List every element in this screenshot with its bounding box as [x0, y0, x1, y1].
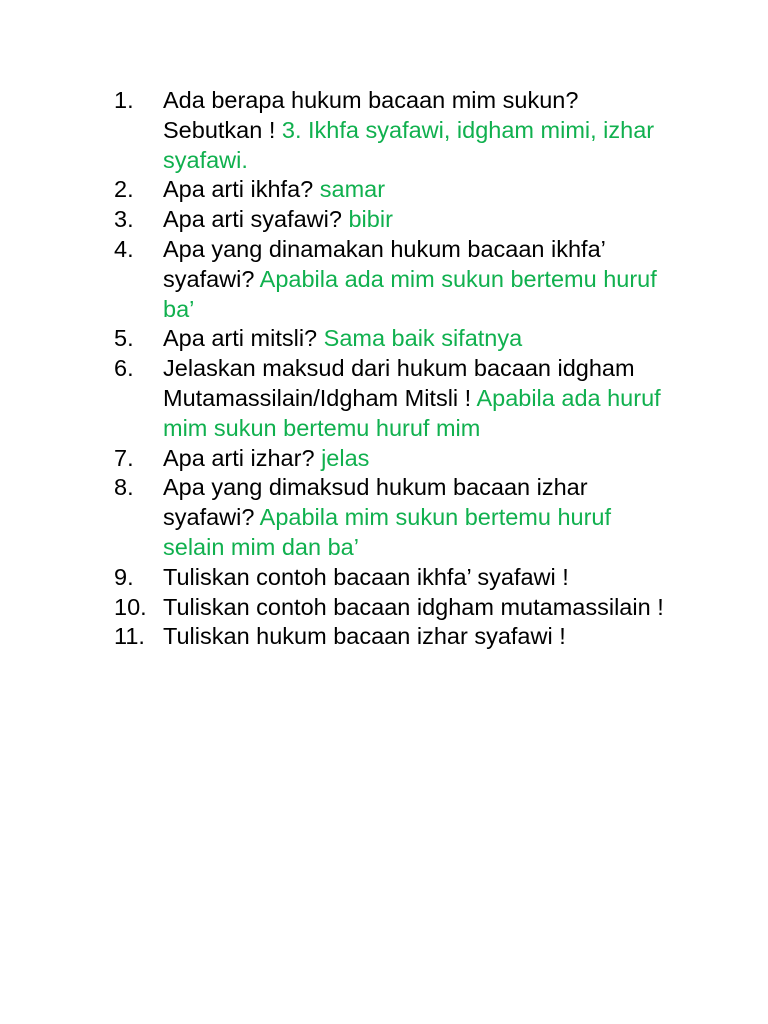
question-text: Apa arti syafawi? — [163, 206, 342, 233]
item-number: 6. — [114, 355, 134, 382]
list-item — [114, 324, 674, 354]
question-text: Apa yang dinamakan hukum bacaan ikhfa’ syafawi? — [163, 235, 606, 292]
list-item — [114, 563, 674, 593]
item-text — [163, 354, 674, 443]
item-text — [163, 622, 674, 652]
answer-text: bibir — [348, 206, 393, 233]
item-number: 4. — [114, 235, 134, 262]
item-number: 8. — [114, 474, 134, 501]
question-text: Tuliskan contoh bacaan ikhfa’ syafawi ! — [163, 563, 569, 590]
item-text — [163, 205, 674, 235]
item-text — [163, 235, 674, 324]
list-item — [114, 86, 674, 175]
answer-text: Sama baik sifatnya — [323, 325, 523, 352]
question-text: Apa arti mitsli? — [163, 325, 318, 352]
item-number: 3. — [114, 206, 134, 233]
item-number: 11. — [114, 623, 145, 650]
question-text: Apa arti ikhfa? — [163, 176, 314, 203]
question-text: Apa arti izhar? — [163, 444, 315, 471]
answer-text: samar — [319, 176, 386, 203]
item-number: 7. — [114, 444, 134, 471]
item-number: 9. — [114, 563, 134, 590]
answer-text: Apabila mim sukun bertemu huruf selain mim dan ba’ — [163, 504, 612, 560]
item-text — [163, 86, 674, 175]
item-text — [163, 563, 674, 593]
list-item — [114, 593, 674, 623]
item-number: 1. — [114, 87, 134, 113]
list-item — [114, 622, 674, 652]
list-item — [114, 354, 674, 443]
item-text — [163, 324, 674, 354]
item-text — [163, 175, 674, 205]
question-text: Jelaskan maksud dari hukum bacaan idgham Mutamassilain/Idgham Mitsli ! — [163, 355, 635, 411]
item-text — [163, 593, 674, 623]
answer-text: 3. Ikhfa syafawi, idgham mimi, izhar syafawi. — [163, 116, 655, 173]
list-item — [114, 205, 674, 235]
question-list — [114, 86, 674, 652]
item-text — [163, 473, 674, 562]
item-number: 2. — [114, 176, 134, 203]
question-text: Ada berapa hukum bacaan mim sukun? Sebutkan ! — [163, 87, 579, 143]
list-item — [114, 175, 674, 205]
question-text: Tuliskan hukum bacaan izhar syafawi ! — [163, 623, 566, 650]
item-number: 10. — [114, 593, 147, 620]
question-text: Tuliskan contoh bacaan idgham mutamassilain ! — [163, 593, 664, 620]
item-number: 5. — [114, 325, 134, 352]
answer-text: Apabila ada mim sukun bertemu huruf ba’ — [163, 265, 657, 322]
answer-text: Apabila ada huruf mim sukun bertemu huruf mim — [163, 384, 661, 441]
item-text — [163, 444, 674, 474]
list-item — [114, 444, 674, 474]
answer-text: jelas — [321, 444, 370, 471]
list-item — [114, 235, 674, 324]
question-text: Apa yang dimaksud hukum bacaan izhar syafawi? — [163, 474, 588, 531]
list-item — [114, 473, 674, 562]
